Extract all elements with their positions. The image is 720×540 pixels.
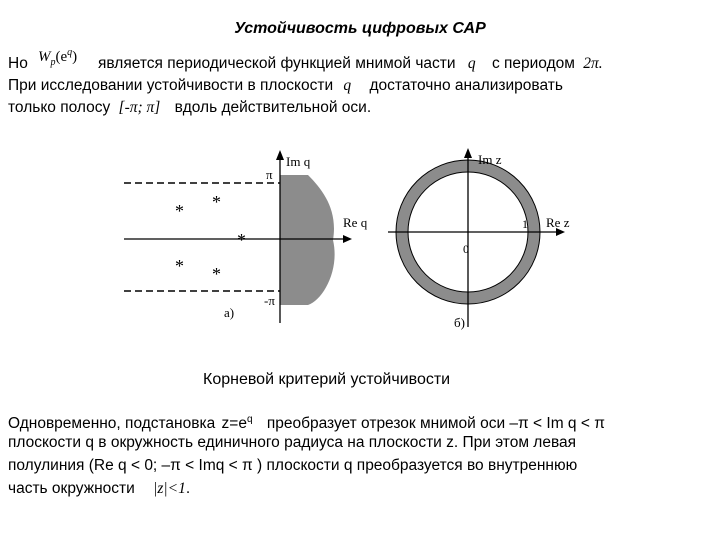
neg-pi-label: -π: [264, 293, 275, 308]
re-q-label: Re q: [343, 215, 368, 230]
figure-b-caption: б): [454, 315, 465, 330]
origin-label: 0: [463, 242, 469, 256]
stable-region-shade: [280, 175, 335, 305]
intro-text: с периодом: [491, 55, 575, 72]
figure-a: [118, 145, 378, 335]
im-q-label: Im q: [286, 154, 311, 169]
formula-w: W: [38, 49, 51, 65]
body-text: Одновременно, подстановка: [8, 415, 216, 433]
root-marker: *: [175, 201, 184, 221]
formula-z-sup: q: [246, 414, 253, 425]
root-marker: *: [175, 256, 184, 276]
im-z-label: Im z: [478, 152, 502, 167]
intro-text: только полосу: [8, 99, 111, 116]
intro-text: является периодической функцией мнимой части: [98, 55, 456, 72]
body-text: .: [185, 480, 191, 497]
figure-a-caption: а): [224, 305, 235, 320]
intro-line-2: [8, 75, 563, 96]
intro-text: достаточно анализировать: [369, 77, 563, 94]
intro-text: Но: [8, 55, 28, 72]
intro-text: вдоль действительной оси.: [174, 99, 372, 116]
formula-wp: [38, 47, 77, 68]
root-marker: *: [212, 192, 221, 212]
intro-line-1b: [98, 53, 603, 74]
formula-close: ): [72, 49, 78, 65]
intro-line-1: [8, 53, 28, 74]
formula-sup: q: [67, 47, 73, 58]
figure-b: [388, 145, 588, 335]
body-line-1: [8, 409, 605, 434]
im-arrow: [276, 150, 284, 160]
formula-z-base: z=e: [221, 415, 247, 433]
re-arrow: [343, 235, 352, 243]
var-q: q: [467, 55, 476, 72]
one-label: 1: [522, 217, 528, 231]
var-q: q: [343, 77, 352, 94]
body-text: преобразует отрезок мнимой оси –π < Im q < π: [266, 415, 605, 433]
formula-modulus: |z|<1: [153, 480, 186, 497]
page-title: Устойчивость цифровых САР: [234, 20, 486, 37]
formula-z: [222, 415, 253, 432]
intro-text: При исследовании устойчивости в плоскости: [8, 77, 334, 94]
body-line-4: [8, 478, 190, 499]
formula-arg: (e: [55, 49, 68, 65]
im-arrow: [464, 148, 472, 158]
figure-caption: Корневой критерий устойчивости: [203, 371, 451, 388]
body-line-3: полулиния (Re q < 0; –π < Imq < π ) плоскости q преобразуется во внутреннюю: [8, 457, 578, 474]
formula-sub: p: [50, 57, 56, 68]
re-z-label: Re z: [546, 215, 570, 230]
period: 2π.: [583, 55, 603, 72]
body-line-2: плоскости q в окружность единичного радиуса на плоскости z. При этом левая: [8, 434, 577, 451]
pi-label: π: [266, 167, 273, 182]
root-marker: *: [237, 230, 246, 250]
body-text: часть окружности: [8, 480, 135, 497]
interval: [-π; π]: [118, 99, 161, 116]
intro-line-3: [8, 97, 371, 118]
root-marker: *: [212, 264, 221, 284]
